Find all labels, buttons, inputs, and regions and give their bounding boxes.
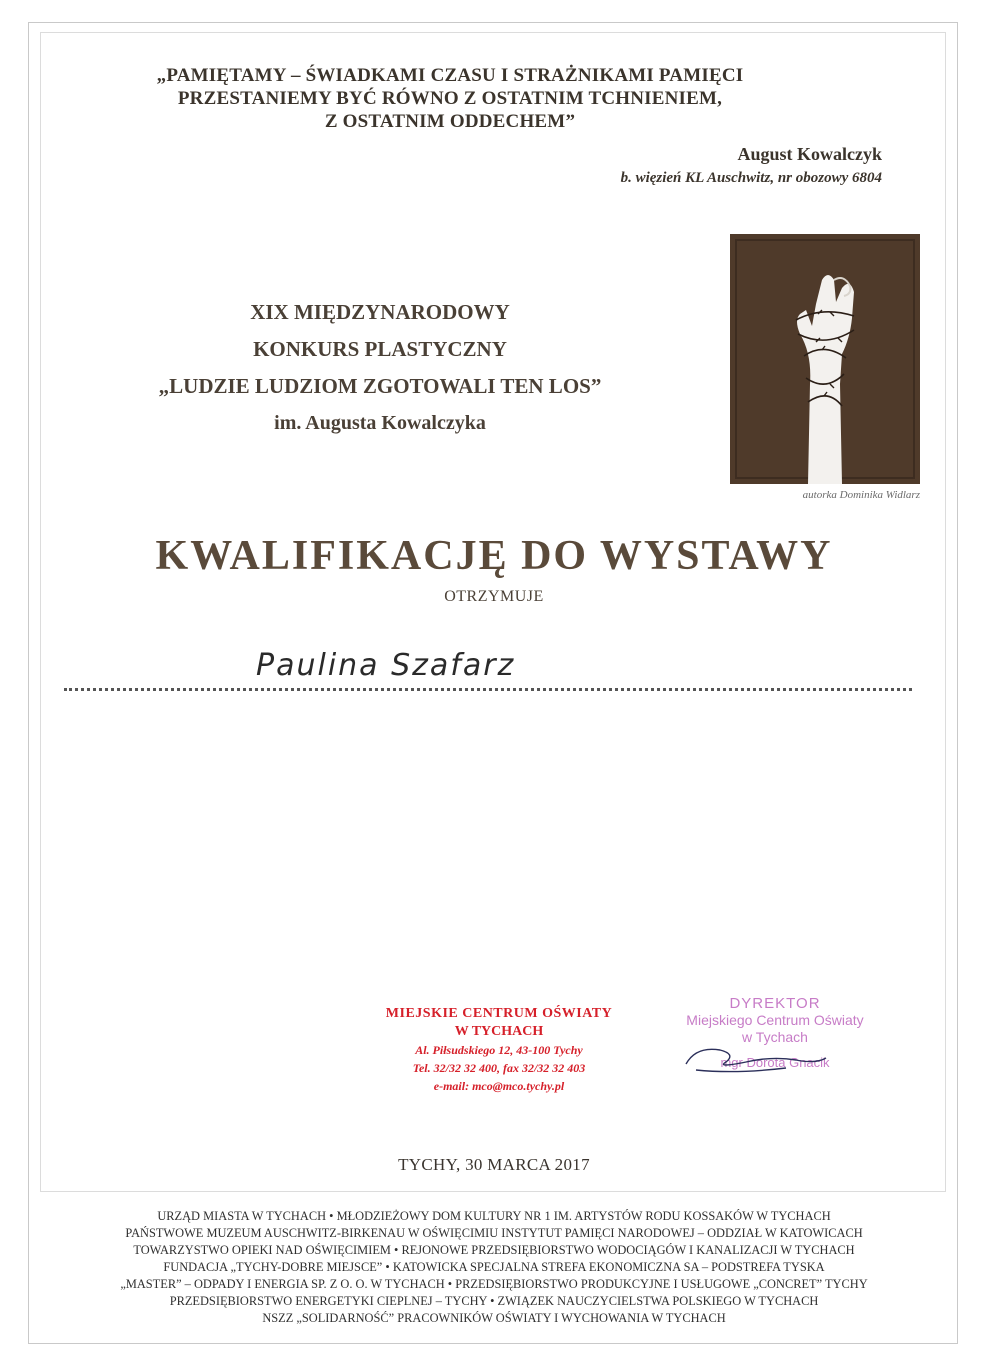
- artwork-caption: autorka Dominika Widlarz: [802, 489, 920, 501]
- motto-line: PRZESTANIEMY BYĆ RÓWNO Z OSTATNIM TCHNIENIEM,: [177, 88, 723, 109]
- contest-edition: XIX MIĘDZYNARODOWY: [250, 300, 510, 324]
- motto-quote: [120, 64, 780, 133]
- partner-line: PAŃSTWOWE MUZEUM AUSCHWITZ-BIRKENAU W OŚWIĘCIMIU INSTYTUT PAMIĘCI NARODOWEJ – ODDZIAŁ W KATOWICACH: [125, 1226, 863, 1240]
- partner-line: URZĄD MIASTA W TYCHACH • MŁODZIEŻOWY DOM KULTURY NR 1 IM. ARTYSTÓW RODU KOSSAKÓW W TYCHACH: [157, 1209, 831, 1223]
- partner-line: TOWARZYSTWO OPIEKI NAD OŚWIĘCIMIEM • REJONOWE PRZEDSIĘBIORSTWO WODOCIĄGÓW I KANALIZACJI W TYCHACH: [133, 1243, 855, 1257]
- contest-patron: im. Augusta Kowalczyka: [274, 412, 486, 434]
- issue-date: TYCHY, 30 MARCA 2017: [398, 1155, 590, 1174]
- partner-line: FUNDACJA „TYCHY-DOBRE MIEJSCE” • KATOWICKA SPECJALNA STREFA EKONOMICZNA SA – PODSTREFA TYSKA: [163, 1260, 825, 1274]
- stamp-line: w Tychach: [742, 1029, 808, 1045]
- stamp-line: mgr Dorota Gnacik: [720, 1055, 830, 1070]
- motto-line: Z OSTATNIM ODDECHEM”: [324, 111, 576, 132]
- partner-line: PRZEDSIĘBIORSTWO ENERGETYKI CIEPLNEJ – TYCHY • ZWIĄZEK NAUCZYCIELSTWA POLSKIEGO W TYCHACH: [169, 1294, 819, 1308]
- award-title: KWALIFIKACJĘ DO WYSTAWY: [155, 533, 833, 579]
- recipient-name: Paulina Szafarz: [256, 648, 516, 683]
- award-receives-label: OTRZYMUJE: [444, 588, 544, 605]
- partner-line: NSZZ „SOLIDARNOŚĆ” PRACOWNIKÓW OŚWIATY I WYCHOWANIA W TYCHACH: [262, 1311, 726, 1325]
- stamp-line: MIEJSKIE CENTRUM OŚWIATY: [385, 1006, 613, 1021]
- partner-line: „MASTER” – ODPADY I ENERGIA SP. Z O. O. W TYCHACH • PRZEDSIĘBIORSTWO PRODUKCYJNE I USŁUGOWE „CONCRET” TYCHY: [120, 1277, 868, 1291]
- partner-list: [50, 1208, 938, 1327]
- director-signature-icon: [676, 1040, 836, 1080]
- stamp-line: W TYCHACH: [454, 1024, 544, 1039]
- stamp-line: Miejskiego Centrum Oświaty: [686, 1012, 864, 1028]
- bound-hand-illustration-icon: [730, 234, 920, 484]
- stamp-line: Al. Piłsudskiego 12, 43-100 Tychy: [415, 1043, 583, 1057]
- motto-author: August Kowalczyk: [737, 144, 882, 164]
- contest-type: KONKURS PLASTYCZNY: [253, 337, 507, 361]
- motto-line: „PAMIĘTAMY – ŚWIADKAMI CZASU I STRAŻNIKAMI PAMIĘCI: [156, 65, 744, 86]
- contest-title: [100, 294, 660, 442]
- recipient-dotted-line: [64, 688, 912, 691]
- stamp-line: Tel. 32/32 32 400, fax 32/32 32 403: [412, 1061, 586, 1075]
- stamp-line: DYREKTOR: [729, 995, 821, 1012]
- contest-name: „LUDZIE LUDZIOM ZGOTOWALI TEN LOS”: [158, 374, 602, 398]
- stamp-line: e-mail: mco@mco.tychy.pl: [433, 1079, 565, 1093]
- motto-author-description: b. więzień KL Auschwitz, nr obozowy 6804: [620, 170, 882, 186]
- institution-stamp: [384, 1005, 614, 1095]
